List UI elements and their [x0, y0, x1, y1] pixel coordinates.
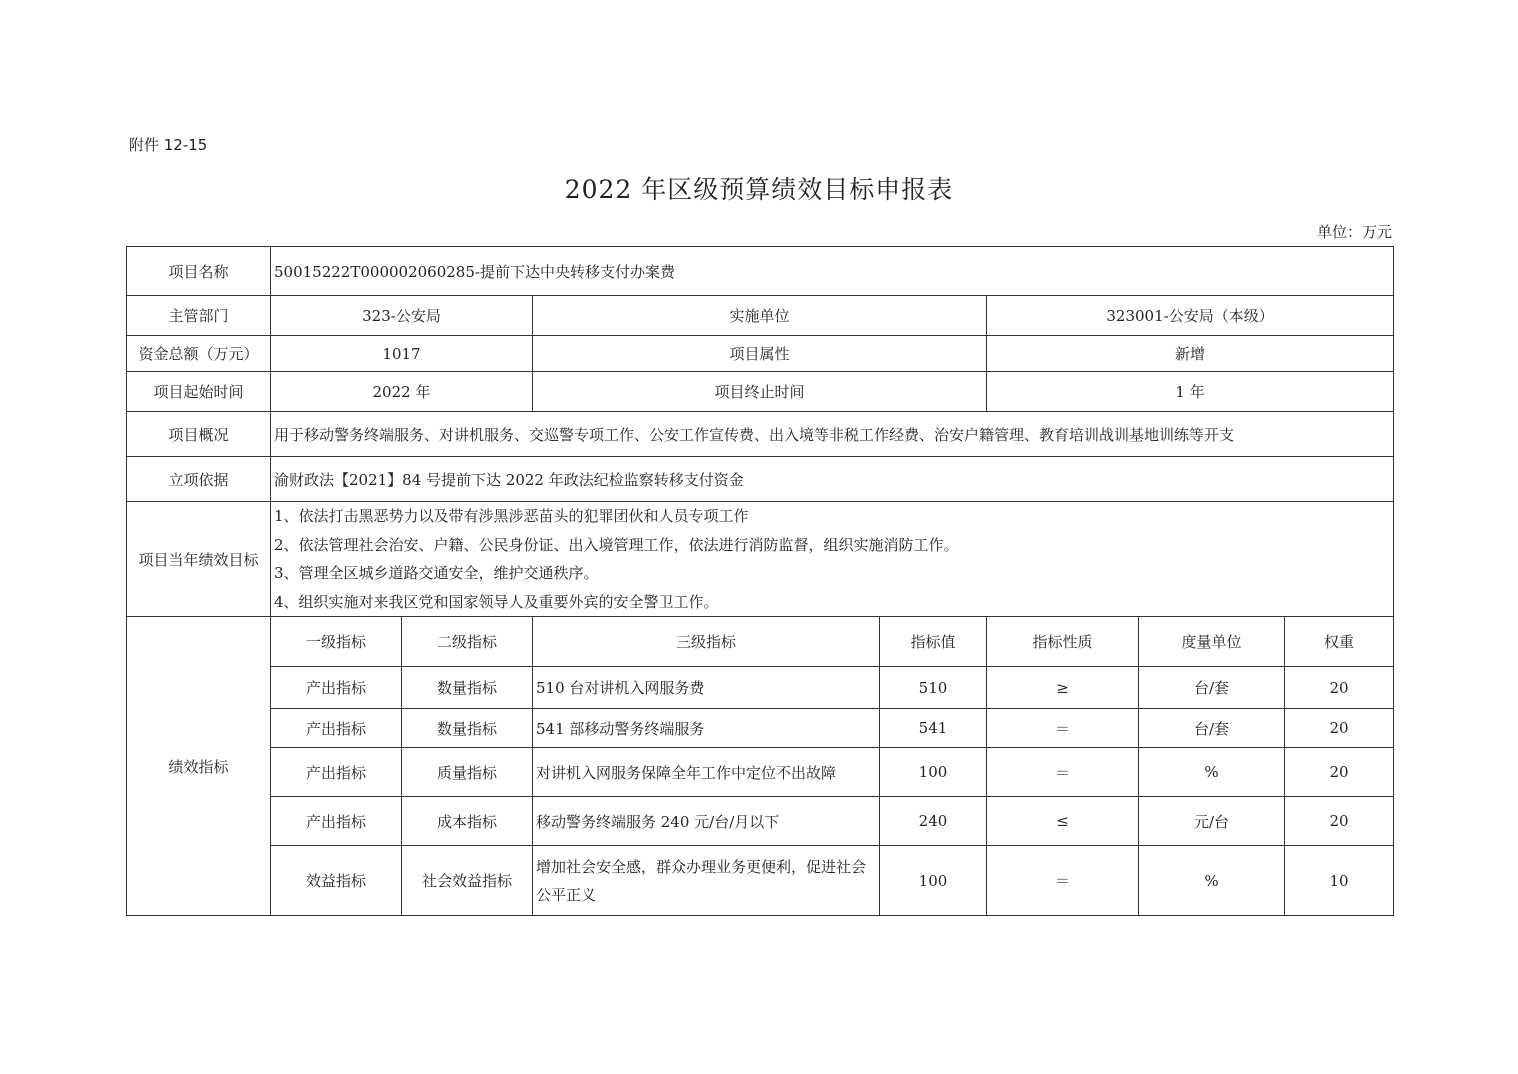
header-level1: 一级指标 — [271, 617, 402, 667]
header-unit: 度量单位 — [1139, 617, 1285, 667]
fund-total-label: 资金总额（万元） — [127, 336, 271, 372]
goal-item: 3、管理全区城乡道路交通安全，维护交通秩序。 — [274, 564, 599, 582]
level1-cell: 产出指标 — [271, 709, 402, 748]
value-cell: 240 — [880, 797, 987, 846]
weight-cell: 20 — [1285, 797, 1394, 846]
level3-cell: 对讲机入网服务保障全年工作中定位不出故障 — [533, 748, 880, 797]
basis-value: 渝财政法【2021】84 号提前下达 2022 年政法纪检监察转移支付资金 — [271, 457, 1394, 502]
project-attr-label: 项目属性 — [533, 336, 987, 372]
level1-cell: 产出指标 — [271, 748, 402, 797]
value-cell: 100 — [880, 846, 987, 916]
unit-cell: 台/套 — [1139, 709, 1285, 748]
value-cell: 541 — [880, 709, 987, 748]
level3-cell: 510 台对讲机入网服务费 — [533, 667, 880, 709]
level1-cell: 产出指标 — [271, 797, 402, 846]
level2-cell: 成本指标 — [402, 797, 533, 846]
level3-cell: 移动警务终端服务 240 元/台/月以下 — [533, 797, 880, 846]
nature-cell: ≤ — [987, 797, 1139, 846]
table-row — [127, 709, 1394, 748]
basis-label: 立项依据 — [127, 457, 271, 502]
dept-label: 主管部门 — [127, 296, 271, 336]
unit-cell: % — [1139, 748, 1285, 797]
unit-label: 单位：万元 — [1316, 223, 1392, 241]
budget-performance-table — [126, 246, 1394, 916]
annual-goal-label: 项目当年绩效目标 — [127, 502, 271, 617]
start-time-label: 项目起始时间 — [127, 372, 271, 412]
table-row — [127, 748, 1394, 797]
nature-cell: ＝ — [987, 748, 1139, 797]
level2-cell: 质量指标 — [402, 748, 533, 797]
nature-cell: ＝ — [987, 846, 1139, 916]
header-level2: 二级指标 — [402, 617, 533, 667]
nature-cell: ＝ — [987, 709, 1139, 748]
header-level3: 三级指标 — [533, 617, 880, 667]
header-value: 指标值 — [880, 617, 987, 667]
goal-item: 1、依法打击黑恶势力以及带有涉黑涉恶苗头的犯罪团伙和人员专项工作 — [274, 507, 749, 525]
end-time-label: 项目终止时间 — [533, 372, 987, 412]
level3-cell: 541 部移动警务终端服务 — [533, 709, 880, 748]
perf-indicator-label: 绩效指标 — [127, 617, 271, 916]
table-row — [127, 797, 1394, 846]
dept-value: 323-公安局 — [271, 296, 533, 336]
weight-cell: 10 — [1285, 846, 1394, 916]
overview-value: 用于移动警务终端服务、对讲机服务、交巡警专项工作、公安工作宣传费、出入境等非税工作经费、治安户籍管理、教育培训战训基地训练等开支 — [271, 412, 1394, 457]
impl-unit-label: 实施单位 — [533, 296, 987, 336]
level3-cell: 增加社会安全感，群众办理业务更便利，促进社会公平正义 — [533, 846, 880, 916]
goal-item: 2、依法管理社会治安、户籍、公民身份证、出入境管理工作，依法进行消防监督，组织实施消防工作。 — [274, 535, 959, 554]
attachment-number: 附件 12-15 — [129, 136, 208, 154]
weight-cell: 20 — [1285, 667, 1394, 709]
unit-cell: 台/套 — [1139, 667, 1285, 709]
value-cell: 100 — [880, 748, 987, 797]
weight-cell: 20 — [1285, 748, 1394, 797]
table-row — [127, 667, 1394, 709]
fund-total-value: 1017 — [271, 336, 533, 372]
table-row — [127, 846, 1394, 916]
goal-item: 4、组织实施对来我区党和国家领导人及重要外宾的安全警卫工作。 — [274, 592, 719, 611]
level2-cell: 社会效益指标 — [402, 846, 533, 916]
unit-cell: % — [1139, 846, 1285, 916]
project-name-value: 50015222T000002060285-提前下达中央转移支付办案费 — [271, 247, 1394, 296]
header-weight: 权重 — [1285, 617, 1394, 667]
header-nature: 指标性质 — [987, 617, 1139, 667]
project-attr-value: 新增 — [987, 336, 1394, 372]
level2-cell: 数量指标 — [402, 667, 533, 709]
annual-goal-list — [271, 502, 1394, 617]
level1-cell: 产出指标 — [271, 667, 402, 709]
start-time-value: 2022 年 — [271, 372, 533, 412]
value-cell: 510 — [880, 667, 987, 709]
nature-cell: ≥ — [987, 667, 1139, 709]
level2-cell: 数量指标 — [402, 709, 533, 748]
impl-unit-value: 323001-公安局（本级） — [987, 296, 1394, 336]
end-time-value: 1 年 — [987, 372, 1394, 412]
project-name-label: 项目名称 — [127, 247, 271, 296]
level1-cell: 效益指标 — [271, 846, 402, 916]
unit-cell: 元/台 — [1139, 797, 1285, 846]
form-title: 2022 年区级预算绩效目标申报表 — [564, 175, 954, 204]
weight-cell: 20 — [1285, 709, 1394, 748]
overview-label: 项目概况 — [127, 412, 271, 457]
